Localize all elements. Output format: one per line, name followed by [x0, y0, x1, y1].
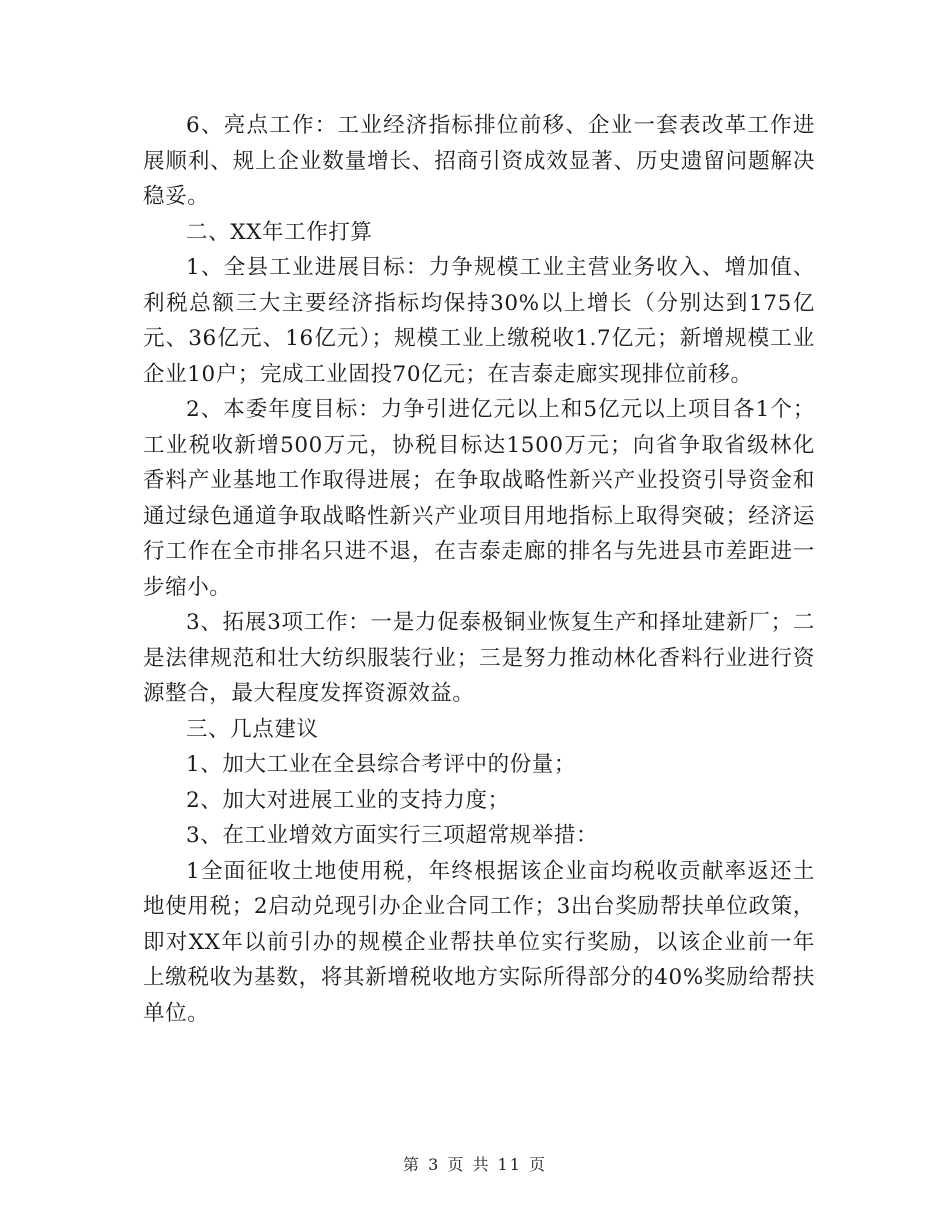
paragraph-measures: 1全面征收土地使用税，年终根据该企业亩均税收贡献率返还土地使用税；2启动兑现引办企业合同工作；3出台奖励帮扶单位政策，即对XX年以前引办的规模企业帮扶单位实行奖励，以该企业前一年上缴税收为基数，将其新增税收地方实际所得部分的40%奖励给帮扶单位。: [143, 858, 815, 1026]
paragraph-suggestion-2: 2、加大对进展工业的支持力度；: [186, 787, 510, 813]
paragraph-annual-goals: 2、本委年度目标：力争引进亿元以上和5亿元以上项目各1个；工业税收新增500万元，协税目标达1500万元；向省争取省级林化香料产业基地工作取得进展；在争取战略性新兴产业投资引导资金和通过绿色通道争取战略性新兴产业项目用地指标上取得突破；经济运行工作在全市排名只进不退，在吉泰走廊的排名与先进县市差距进一步缩小。: [143, 397, 815, 600]
document-body: [143, 108, 815, 1031]
paragraph-expansion-work: 3、拓展3项工作：一是力促泰极铜业恢复生产和择址建新厂；二是法律规范和壮大纺织服装行业；三是努力推动林化香料行业进行资源整合，最大程度发挥资源效益。: [143, 610, 815, 706]
section-heading-suggestions: 三、几点建议: [186, 716, 319, 742]
paragraph-suggestion-3: 3、在工业增效方面实行三项超常规举措：: [186, 823, 599, 848]
page-number: 第 3 页 共 11 页: [403, 1155, 547, 1174]
paragraph-suggestion-1: 1、加大工业在全县综合考评中的份量；: [186, 752, 576, 777]
paragraph-highlights: 6、亮点工作：工业经济指标排位前移、企业一套表改革工作进展顺利、规上企业数量增长、招商引资成效显著、历史遗留问题解决稳妥。: [143, 113, 815, 209]
paragraph-county-goals: 1、全县工业进展目标：力争规模工业主营业务收入、增加值、利税总额三大主要经济指标均保持30%以上增长（分别达到175亿元、36亿元、16亿元）；规模工业上缴税收1.7亿元；新增规模工业企业10户；完成工业固投70亿元；在吉泰走廊实现排位前移。: [143, 255, 815, 387]
section-heading-plan: 二、XX年工作打算: [186, 219, 373, 245]
